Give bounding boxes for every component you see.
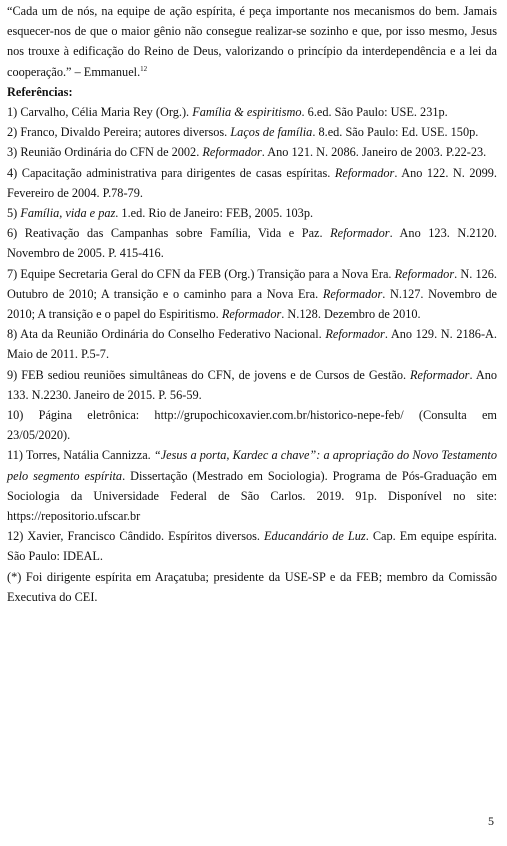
reference-item-10: 10) Página eletrônica: http://grupochicoxavier.com.br/historico-nepe-feb/ (Consulta em 23/05/2020). (7, 408, 497, 443)
reference-item-8: 8) Ata da Reunião Ordinária do Conselho Federativo Nacional. Reformador. Ano 129. N. 2186-A. Maio de 2011. P.5-7. (7, 327, 497, 362)
footnote-mark: 12 (140, 64, 148, 73)
reference-item-11: 11) Torres, Natália Cannizza. “Jesus a porta, Kardec a chave”: a apropriação do Novo Testamento pelo segmento espírita. Dissertação (Mestrado em Sociologia). Programa de Pós-Graduação em Sociologia da Universidade Federal de São Carlos. 2019. 91p. Disponível no site: https://repositorio.ufscar.br (7, 448, 497, 524)
reference-item-3: 3) Reunião Ordinária do CFN de 2002. Reformador. Ano 121. N. 2086. Janeiro de 2003. P.22-23. (7, 145, 487, 160)
page-number: 5 (488, 814, 494, 828)
reference-item-1: 1) Carvalho, Célia Maria Rey (Org.). Família & espiritismo. 6.ed. São Paulo: USE. 231p. (7, 105, 448, 120)
reference-item-9: 9) FEB sediou reuniões simultâneas do CFN, de jovens e de Cursos de Gestão. Reformador. Ano 133. N.2230. Janeiro de 2015. P. 56-59. (7, 367, 497, 402)
reference-item-5: 5) Família, vida e paz. 1.ed. Rio de Janeiro: FEB, 2005. 103p. (7, 206, 314, 221)
reference-item-2: 2) Franco, Divaldo Pereira; autores diversos. Laços de família. 8.ed. São Paulo: Ed. USE. 150p. (7, 125, 479, 140)
reference-item-12: 12) Xavier, Francisco Cândido. Espíritos diversos. Educandário de Luz. Cap. Em equipe espírita. São Paulo: IDEAL. (7, 529, 497, 564)
reference-item-4: 4) Capacitação administrativa para dirigentes de casas espíritas. Reformador. Ano 122. N. 2099. Fevereiro de 2004. P.78-79. (7, 165, 497, 200)
emmanuel-quote: “Cada um de nós, na equipe de ação espírita, é peça importante nos mecanismos do bem. Jamais esquecer-nos de que o maior gênio não consegue realizar-se sozinho e que, por isso mesmo, Jesus nos trouxe à edificação do Reino de Deus, valorizando o princípio da interdependência e a lei da cooperação.” – Emmanuel.$^{12}$ (7, 4, 497, 79)
reference-item-6: 6) Reativação das Campanhas sobre Família, Vida e Paz. Reformador. Ano 123. N.2120. Novembro de 2005. P. 415-416. (7, 226, 497, 261)
references-heading: Referências: (7, 84, 73, 99)
reference-item-7: 7) Equipe Secretaria Geral do CFN da FEB (Org.) Transição para a Nova Era. Reformador. N. 126. Outubro de 2010; A transição e o caminho para a Nova Era. Reformador. N.127. Novembro de 2010; A transição e o papel do Espiritismo. Reformador. N.128. Dezembro de 2010. (7, 266, 497, 322)
author-note: (*) Foi dirigente espírita em Araçatuba; presidente da USE-SP e da FEB; membro da Comissão Executiva do CEI. (7, 569, 497, 604)
